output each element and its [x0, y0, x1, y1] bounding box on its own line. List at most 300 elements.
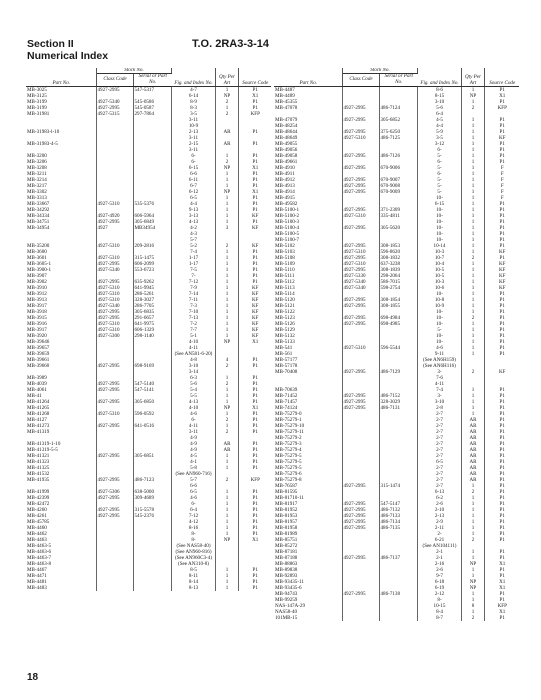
fig-index-cell: 5-4 [171, 387, 215, 393]
qty-cell: 1 [215, 423, 238, 429]
part-no-cell: MB-3915 [26, 315, 96, 321]
part-no-cell: MB-49055 [274, 141, 342, 147]
qty-cell: 1 [461, 129, 484, 135]
class-code-cell: 4927-2995 [342, 591, 379, 597]
part-no-cell: MB-4487 [274, 87, 342, 94]
source-code-cell: X1 [252, 537, 259, 544]
serial-no-cell [133, 585, 171, 591]
qty-cell: 3 [215, 225, 238, 231]
source-code-cell: P1 [499, 213, 505, 220]
fig-index-cell: 10-7 [417, 255, 461, 261]
fig-index-cell: 1-17 [171, 261, 215, 267]
serial-no-cell: 670-9006 [379, 165, 417, 171]
fig-index-cell: 6- [417, 159, 461, 165]
part-no-cell: MB-561 [274, 351, 342, 357]
serial-no-cell: 637-3238 [379, 261, 417, 267]
qty-cell: 1 [215, 375, 238, 381]
qty-cell: 1 [215, 507, 238, 513]
qty-cell: 1 [215, 579, 238, 585]
part-no-cell: MB-5100-3 [274, 219, 342, 225]
source-code-cell: P1 [499, 141, 505, 148]
fig-index-cell: 9-11 [417, 351, 461, 357]
qty-cell: 1 [461, 153, 484, 159]
qty-cell: 1 [215, 195, 238, 201]
class-code-cell: 4927-2995 [342, 255, 379, 261]
part-no-cell: MB-41325 [26, 465, 96, 471]
qty-cell: 1 [215, 201, 238, 207]
parts-index-left-column [26, 68, 271, 591]
fig-index-cell: 6-2 [417, 495, 461, 501]
source-code-cell: P1 [499, 87, 505, 94]
serial-no-cell: 209-2816 [133, 243, 171, 249]
source-code-cell: KFP [250, 111, 260, 118]
fig-index-cell: 10-14 [417, 243, 461, 249]
source-code-cell: P1 [499, 237, 505, 244]
serial-no-cell: 670-9008 [379, 183, 417, 189]
qty-cell: 1 [461, 321, 484, 327]
source-code-cell: P1 [499, 567, 505, 574]
fig-index-cell: 8- [171, 537, 215, 543]
qty-cell: 1 [215, 501, 238, 507]
source-code-cell: P1 [252, 465, 258, 472]
fig-index-cell: 6-21 [417, 537, 461, 543]
qty-cell: AR [461, 441, 484, 447]
part-no-cell: MB-4911 [274, 171, 342, 177]
part-no-cell: MB-75279-5 [274, 453, 342, 459]
part-no-cell: MB-5110 [274, 267, 342, 273]
fig-index-cell: 10- [417, 333, 461, 339]
serial-no-cell: 606-1329 [133, 327, 171, 333]
part-no-cell: MB-5111 [274, 273, 342, 279]
qty-cell: AR [461, 417, 484, 423]
source-code-cell: P1 [252, 453, 258, 460]
qty-cell: 2 [215, 363, 238, 369]
source-code-cell: P1 [499, 411, 505, 418]
part-no-cell: MB-47078 [274, 105, 342, 111]
fig-index-cell: 6- [171, 159, 215, 165]
part-no-cell: MB-41319-1-10 [26, 441, 96, 447]
source-code-cell: P1 [499, 471, 505, 478]
part-no-cell: MB-75279-10 [274, 423, 342, 429]
serial-no-cell: 698-4984 [379, 315, 417, 321]
serial-no-cell: 547-5147 [379, 501, 417, 507]
serial-no-cell: 596-5544 [379, 345, 417, 351]
fig-index-cell: 5- [417, 183, 461, 189]
part-no-cell: MB-41268 [26, 411, 96, 417]
class-code-cell: 4927-5310 [96, 285, 133, 291]
fig-index-cell: 3-13 [171, 213, 215, 219]
part-no-cell: MB-57178 [274, 363, 342, 369]
fig-index-cell: 2-10 [417, 507, 461, 513]
fig-index-cell: 10-3 [417, 249, 461, 255]
qty-cell: 1 [215, 207, 238, 213]
fig-index-cell: 10-15 [417, 603, 461, 609]
fig-index-cell: 10- [417, 207, 461, 213]
class-code-cell: 4927-2995 [342, 501, 379, 507]
serial-no-cell: 308-1839 [379, 267, 417, 273]
qty-cell: 1 [215, 399, 238, 405]
source-code-cell: KF [498, 273, 506, 280]
source-code-cell: KF [498, 249, 506, 256]
fig-index-cell: 6- [417, 171, 461, 177]
class-code-cell: 4927-2995 [342, 129, 379, 135]
part-no-cell: MB-76587 [274, 483, 342, 489]
source-code-cell: P1 [252, 99, 258, 106]
fig-index-cell: 6-14 [171, 93, 215, 99]
serial-no-cell: 305-6851 [133, 453, 171, 459]
fig-index-cell: 2-7 [417, 465, 461, 471]
qty-cell: 1 [215, 87, 238, 94]
qty-cell: 2 [461, 615, 484, 621]
fig-index-cell: 10- [417, 225, 461, 231]
source-code-cell: P1 [499, 429, 505, 436]
qty-cell: AR [461, 429, 484, 435]
part-no-cell: MB-3920 [26, 333, 96, 339]
source-code-cell: P1 [499, 435, 505, 442]
fig-index-cell: 5-6 [171, 381, 215, 387]
source-code-cell: X1 [252, 165, 259, 172]
fig-index-cell: 6- [171, 417, 215, 423]
qty-cell: AR [215, 441, 238, 447]
part-no-cell: MB-88863 [274, 561, 342, 567]
part-no-cell: MB-3025 [26, 87, 96, 94]
qty-cell: 1 [461, 387, 484, 393]
source-code-cell: P1 [252, 573, 258, 580]
qty-cell: 1 [461, 267, 484, 273]
part-no-cell: MB-3211 [26, 171, 96, 177]
fig-index-cell: 10-3 [417, 279, 461, 285]
part-no-cell: MB-81958 [274, 525, 342, 531]
source-code-cell: P1 [252, 267, 258, 274]
class-code-cell: 4927-5310 [96, 255, 133, 261]
source-code-cell: KF [251, 333, 259, 340]
qty-cell: 2 [461, 369, 484, 375]
fig-index-cell: 4-5 [171, 453, 215, 459]
qty-cell: 1 [461, 201, 484, 207]
part-no-cell: MB-57177 [274, 357, 342, 363]
serial-no-cell: 641-9945 [133, 285, 171, 291]
part-no-cell: MB-5133 [274, 339, 342, 345]
fig-index-cell: 7-5 [171, 267, 215, 273]
serial-no-cell: 545-0587 [133, 105, 171, 111]
fig-index-cell: 4-10 [171, 339, 215, 345]
part-no-cell: MB-48644 [274, 129, 342, 135]
qty-cell: 1 [461, 339, 484, 345]
part-no-cell: MB-81989 [274, 531, 342, 537]
source-code-cell: P1 [499, 453, 505, 460]
class-code-cell: 4927-2995 [342, 297, 379, 303]
source-code-cell: X1 [499, 609, 506, 616]
fig-index-cell: 4-11 [417, 381, 461, 387]
part-no-cell: MB-3912 [26, 291, 96, 297]
qty-cell: 1 [461, 573, 484, 579]
source-code-cell: P1 [499, 231, 505, 238]
class-code-cell: 4927-5310 [96, 201, 133, 207]
qty-cell: 2 [461, 105, 484, 111]
part-no-cell: MB-75279-8 [274, 477, 342, 483]
class-code-cell: 4927-2995 [342, 399, 379, 405]
source-code-cell: P1 [252, 387, 258, 394]
source-code-cell: P1 [252, 447, 258, 454]
source-code-cell: P1 [252, 411, 258, 418]
part-no-cell: MB-4463-5 [26, 543, 96, 549]
qty-cell: 1 [215, 489, 238, 495]
qty-cell: 1 [215, 333, 238, 339]
fig-index-cell: 2-7 [417, 471, 461, 477]
class-code-cell: 4927-2995 [96, 363, 133, 369]
source-code-cell: P1 [499, 225, 505, 232]
source-code-cell: P1 [499, 465, 505, 472]
fig-index-cell: (See AN960C3-4) [171, 555, 215, 561]
fig-index-cell: 9-13 [171, 207, 215, 213]
header-fig-index: Fig. and Index No. [417, 68, 461, 87]
qty-cell: 1 [461, 249, 484, 255]
qty-cell: 1 [215, 177, 238, 183]
source-code-cell: P1 [252, 567, 258, 574]
part-no-cell: MB-75279-11 [274, 429, 342, 435]
qty-cell: 1 [215, 255, 238, 261]
fig-index-cell: 5- [417, 165, 461, 171]
qty-cell: 1 [461, 309, 484, 315]
part-no-cell: MB-39661 [26, 357, 96, 363]
part-no-cell: NAS-147A-29 [274, 603, 342, 609]
source-code-cell: P1 [252, 201, 258, 208]
qty-cell: 1 [215, 171, 238, 177]
part-no-cell: MB-81953 [274, 513, 342, 519]
part-no-cell: MB-85272 [274, 543, 342, 549]
source-code-cell: X1 [499, 585, 506, 592]
class-code-cell: 4927-5310 [96, 291, 133, 297]
serial-no-cell: 305-6852 [379, 117, 417, 123]
source-code-cell: P1 [252, 381, 258, 388]
fig-index-cell: 7-10 [171, 309, 215, 315]
qty-cell: 1 [461, 495, 484, 501]
fig-index-cell: 7-13 [171, 315, 215, 321]
part-no-cell: MB-3989 [26, 375, 96, 381]
qty-cell: 1 [461, 279, 484, 285]
class-code-cell: 4927-5310 [342, 213, 379, 219]
source-code-cell: KF [251, 303, 259, 310]
qty-cell: 1 [215, 465, 238, 471]
serial-no-cell: 486-7135 [379, 525, 417, 531]
source-code-cell: X1 [252, 93, 259, 100]
class-code-cell: 4927-2995 [342, 393, 379, 399]
part-no-cell: MB-81952 [274, 507, 342, 513]
part-no-cell: MB-92893 [274, 573, 342, 579]
part-no-cell: MB-75279-4 [274, 447, 342, 453]
qty-cell: 1 [215, 303, 238, 309]
source-code-cell: P1 [499, 447, 505, 454]
fig-index-cell: 3- [417, 393, 461, 399]
source-code-cell: P1 [252, 207, 258, 214]
source-code-cell: P1 [499, 315, 505, 322]
fig-index-cell: 3-10 [171, 363, 215, 369]
class-code-cell: 4927-5310 [96, 411, 133, 417]
header-serial-no: Serial or Part No. [133, 74, 171, 87]
fig-index-cell: 4-13 [171, 219, 215, 225]
page-number: 18 [27, 672, 39, 683]
fig-index-cell: 6-12 [171, 189, 215, 195]
qty-cell: 1 [215, 309, 238, 315]
source-code-cell: P1 [499, 489, 505, 496]
part-no-cell: MB-3917 [26, 303, 96, 309]
fig-index-cell: 8-13 [171, 585, 215, 591]
fig-index-cell: 5- [417, 177, 461, 183]
source-code-cell: KF [251, 297, 259, 304]
section-subtitle: Numerical Index [27, 50, 109, 62]
qty-cell: 1 [461, 243, 484, 249]
serial-no-cell: 308-1853 [379, 243, 417, 249]
part-no-cell: MB-3313 [26, 195, 96, 201]
part-no-cell: MB-75279-5 [274, 459, 342, 465]
part-no-cell: MB-94743 [274, 591, 342, 597]
qty-cell: NP [215, 93, 238, 99]
class-code-cell: 4927-5310 [342, 135, 379, 141]
part-no-cell: MB-41273 [26, 423, 96, 429]
fig-index-cell: 2-6 [417, 567, 461, 573]
fig-index-cell: 4-2 [171, 225, 215, 231]
source-code-cell: P1 [499, 417, 505, 424]
part-no-cell: MB-3917 [26, 327, 96, 333]
fig-index-cell: 6-6 [171, 483, 215, 489]
part-no-cell: MB-41264 [26, 399, 96, 405]
qty-cell: 1 [461, 483, 484, 489]
part-no-cell: MB-3208 [26, 165, 96, 171]
fig-index-cell: 8- [171, 531, 215, 537]
serial-no-cell: 596-8620 [379, 249, 417, 255]
qty-cell: NP [215, 405, 238, 411]
class-code-cell: 4927-5310 [96, 243, 133, 249]
fig-index-cell: 7-14 [171, 291, 215, 297]
qty-cell: 1 [215, 453, 238, 459]
fig-index-cell: 4-6 [171, 495, 215, 501]
fig-index-cell: 2-1 [417, 555, 461, 561]
fig-index-cell: 2-7 [417, 435, 461, 441]
serial-no-cell: 305-5620 [379, 225, 417, 231]
fig-index-cell: 2-7 [417, 429, 461, 435]
fig-index-cell: 10- [417, 291, 461, 297]
qty-cell: 1 [215, 519, 238, 525]
part-no-cell: MB-3200 [26, 153, 96, 159]
part-no-cell: MB-4910 [274, 165, 342, 171]
fig-index-cell: 2-7 [417, 477, 461, 483]
class-code-cell: 4927-2995 [342, 207, 379, 213]
source-code-cell: P1 [499, 129, 505, 136]
source-code-cell: P1 [499, 345, 505, 352]
fig-index-cell: 6-3 [171, 375, 215, 381]
source-code-cell: P1 [499, 405, 505, 412]
fig-index-cell: 10-5 [417, 267, 461, 273]
source-code-cell: KF [498, 279, 506, 286]
class-code-cell: 4927-2995 [96, 87, 133, 94]
qty-cell: 1 [215, 513, 238, 519]
qty-cell: 1 [215, 267, 238, 273]
serial-no-cell: 286-5261 [133, 291, 171, 297]
source-code-cell: P1 [252, 183, 258, 190]
source-code-cell: P1 [252, 153, 258, 160]
part-no-cell: MB-4467 [26, 567, 96, 573]
source-code-cell: KF [498, 369, 506, 376]
fig-index-cell: 8-7 [417, 615, 461, 621]
source-code-cell: P1 [499, 519, 505, 526]
source-code-cell: P1 [499, 123, 505, 130]
serial-no-cell: 286-7705 [133, 303, 171, 309]
part-no-cell: MB-4462 [26, 531, 96, 537]
fig-index-cell: 2-12 [417, 591, 461, 597]
class-code-cell [96, 585, 133, 591]
qty-cell: 1 [215, 219, 238, 225]
part-no-cell: MB-34292 [26, 207, 96, 213]
qty-cell: NP [215, 339, 238, 345]
qty-cell: 1 [215, 393, 238, 399]
source-code-cell: P1 [252, 279, 258, 286]
fig-index-cell: 3-5 [417, 135, 461, 141]
fig-index-cell: 4-9 [171, 447, 215, 453]
serial-no-cell: 606-5964 [133, 213, 171, 219]
part-no-cell: MB-3214 [26, 177, 96, 183]
fig-index-cell: 8-4 [417, 609, 461, 615]
part-no-cell: MB-4127 [26, 417, 96, 423]
source-code-cell: P1 [252, 495, 258, 502]
qty-cell: 1 [461, 351, 484, 357]
qty-cell: AR [461, 465, 484, 471]
qty-cell: 1 [461, 117, 484, 123]
source-code-cell: P1 [499, 309, 505, 316]
class-code-cell: 4927-2995 [96, 261, 133, 267]
fig-index-cell: 4-11 [171, 345, 215, 351]
header-qty: Qty Per Art [461, 68, 484, 87]
qty-cell: 1 [461, 393, 484, 399]
fig-index-cell: 7-2 [171, 321, 215, 327]
qty-cell: 1 [461, 99, 484, 105]
part-no-cell: MB-41532 [26, 471, 96, 477]
qty-cell: AR [461, 477, 484, 483]
source-code-cell: X1 [252, 189, 259, 196]
part-no-cell: MB-39659 [26, 351, 96, 357]
qty-cell: 2 [215, 429, 238, 435]
source-code-cell: P1 [252, 459, 258, 466]
serial-no-cell: 547-5317 [133, 87, 171, 94]
source-code-cell: KF [498, 135, 506, 142]
part-no-cell: MB-71457 [274, 399, 342, 405]
fig-index-cell: 2-11 [417, 525, 461, 531]
source-code-cell: P1 [499, 387, 505, 394]
part-no-cell: MB-4460 [26, 525, 96, 531]
class-code-cell: 4927-2995 [342, 117, 379, 123]
part-no-cell: MB-31983-4-5 [26, 141, 96, 147]
source-code-cell: KFP [250, 477, 260, 484]
part-no-cell: MB-70639 [274, 387, 342, 393]
fig-index-cell: (See AN104111) [417, 543, 461, 549]
qty-cell: 1 [215, 573, 238, 579]
source-code-cell: P1 [252, 273, 258, 280]
part-no-cell: MB-5114 [274, 291, 342, 297]
qty-cell: AR [461, 447, 484, 453]
fig-index-cell: 4-3 [171, 231, 215, 237]
source-code-cell: P1 [252, 507, 258, 514]
part-no-cell: MB-39660 [26, 363, 96, 369]
qty-cell: 1 [215, 495, 238, 501]
part-no-cell: MB-3217 [26, 183, 96, 189]
fig-index-cell: 10-4 [417, 261, 461, 267]
fig-index-cell: 5-8 [171, 465, 215, 471]
fig-index-cell: 2-7 [417, 411, 461, 417]
fig-index-cell: 8-16 [171, 525, 215, 531]
fig-index-cell: 4-4 [171, 201, 215, 207]
fig-index-cell: 2-15 [171, 141, 215, 147]
fig-index-cell: 3-5 [171, 111, 215, 117]
class-code-cell: 4927-2995 [96, 507, 133, 513]
